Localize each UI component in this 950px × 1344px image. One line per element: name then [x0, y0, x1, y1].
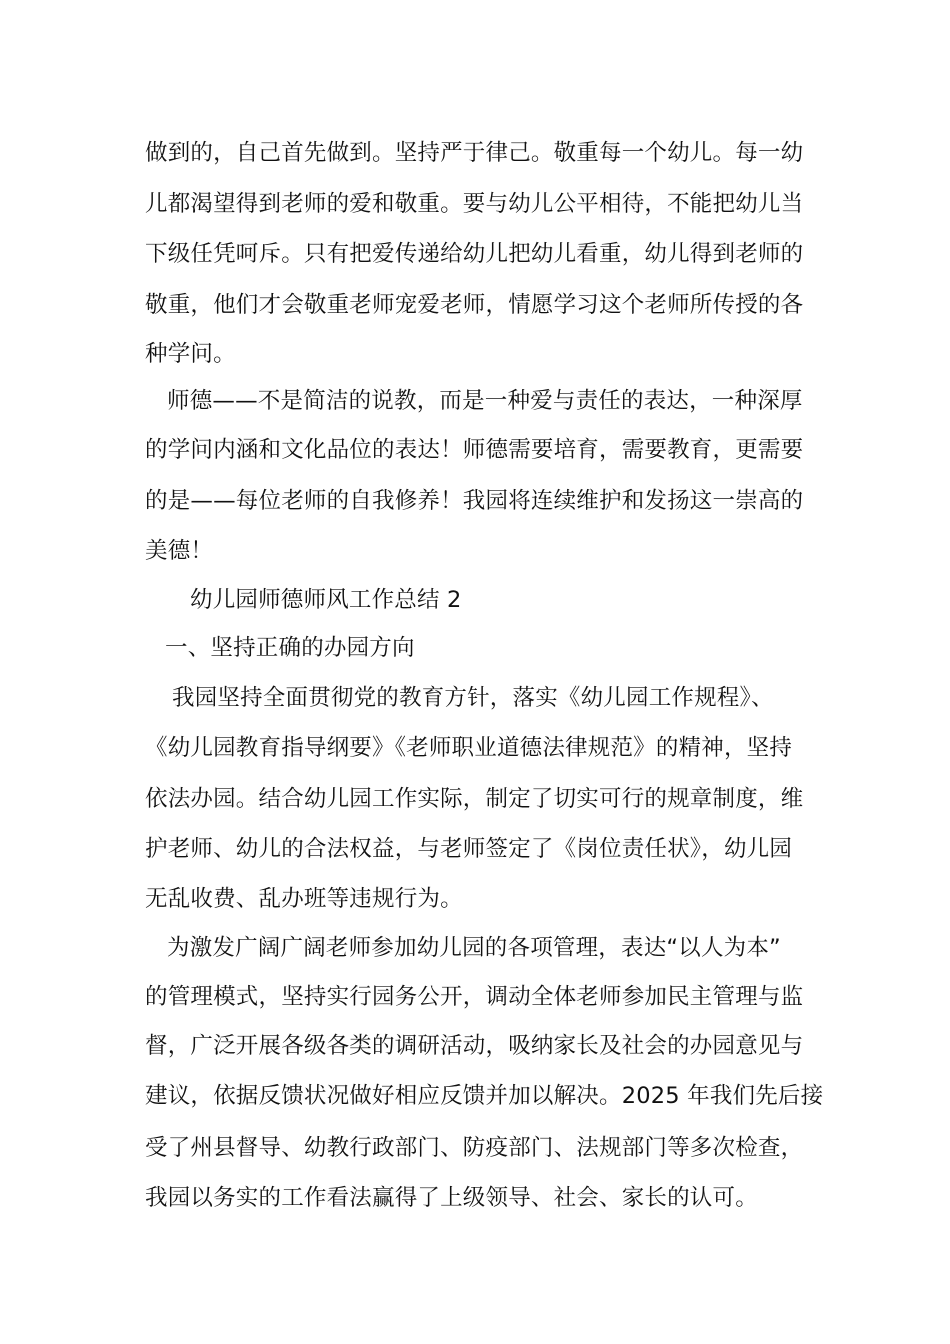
text-line: 督，广泛开展各级各类的调研活动，吸纳家长及社会的办园意见与 — [145, 1033, 804, 1059]
text-line: 护老师、幼儿的合法权益，与老师签定了《岗位责任状》，幼儿园 — [145, 836, 793, 862]
section-heading: 一、坚持正确的办园方向 — [165, 635, 415, 661]
section-title: 幼儿园师德师风工作总结 2 — [190, 587, 462, 613]
text-line: 受了州县督导、幼教行政部门、防疫部门、法规部门等多次检查， — [145, 1135, 804, 1161]
text-line: 建议，依据反馈状况做好相应反馈并加以解决。2025 年我们先后接 — [145, 1083, 824, 1109]
text-line: 下级任凭呵斥。只有把爱传递给幼儿把幼儿看重，幼儿得到老师的 — [145, 241, 804, 267]
text-line: 的是——每位老师的自我修养！我园将连续维护和发扬这一崇高的 — [145, 488, 804, 514]
text-line: 依法办园。结合幼儿园工作实际，制定了切实可行的规章制度，维 — [145, 786, 804, 812]
text-line: 我园以务实的工作看法赢得了上级领导、社会、家长的认可。 — [145, 1185, 758, 1211]
text-line: 师德——不是简洁的说教，而是一种爱与责任的表达，一种深厚 — [167, 388, 803, 414]
text-line: 种学问。 — [145, 341, 236, 367]
text-line: 《幼儿园教育指导纲要》《老师职业道德法律规范》的精神，坚持 — [145, 735, 793, 761]
text-line: 的管理模式，坚持实行园务公开，调动全体老师参加民主管理与监 — [145, 984, 804, 1010]
text-line: 我园坚持全面贯彻党的教育方针，落实《幼儿园工作规程》、 — [172, 685, 774, 711]
text-line: 无乱收费、乱办班等违规行为。 — [145, 886, 463, 912]
text-line: 的学问内涵和文化品位的表达！师德需要培育，需要教育，更需要 — [145, 437, 804, 463]
text-line: 做到的，自己首先做到。坚持严于律己。敬重每一个幼儿。每一幼 — [145, 140, 804, 166]
text-line: 儿都渴望得到老师的爱和敬重。要与幼儿公平相待，不能把幼儿当 — [145, 191, 804, 217]
text-line: 敬重，他们才会敬重老师宠爱老师，情愿学习这个老师所传授的各 — [145, 292, 804, 318]
text-line: 为激发广阔广阔老师参加幼儿园的各项管理，表达“以人为本” — [167, 935, 781, 961]
text-line: 美德！ — [145, 538, 214, 564]
